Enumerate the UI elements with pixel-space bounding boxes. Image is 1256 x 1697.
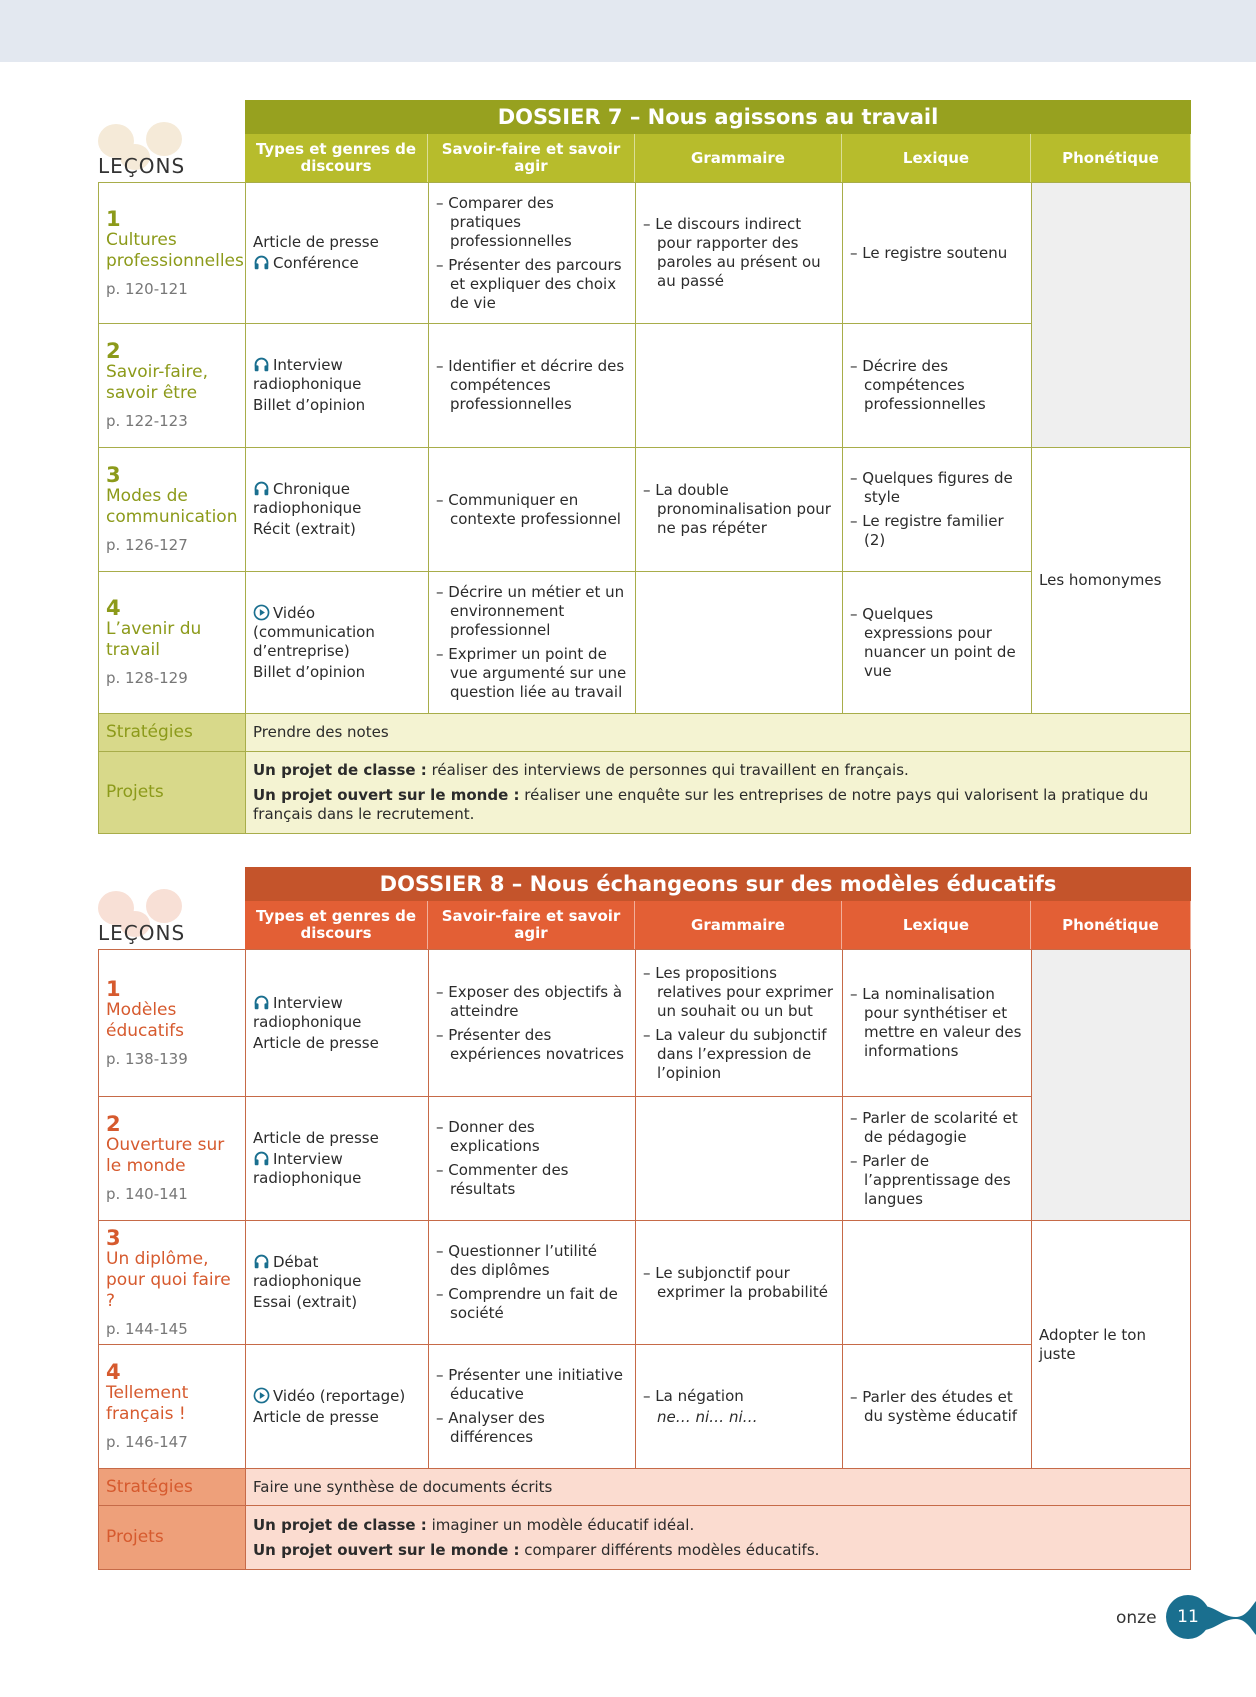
grammaire-item: – Le subjonctif pour exprimer la probabilité — [643, 1263, 828, 1301]
grammaire-item: ne… ni… ni… — [657, 1407, 758, 1426]
lexique-item: – Parler de scolarité et de pédagogie — [850, 1108, 1018, 1146]
lecons-label: LEÇONS — [98, 921, 186, 945]
lexique-item: – Décrire des compétences professionnelles — [850, 357, 986, 413]
lexique-cell — [842, 949, 1032, 1097]
discourse-type — [253, 994, 421, 1032]
discourse-type-text: Interview radiophonique — [253, 1150, 362, 1187]
savoir-item: – Comparer des pratiques professionnelles — [436, 193, 572, 250]
savoir-item: – Présenter des expériences novatrices — [436, 1025, 624, 1063]
column-header: Phonétique — [1031, 134, 1191, 182]
lesson-number: 1 — [106, 976, 121, 1001]
column-header: Savoir-faire et savoir agir — [428, 901, 635, 949]
lexique-cell — [842, 1344, 1032, 1469]
projets-label: Projets — [98, 751, 246, 834]
headphones-icon — [253, 1150, 270, 1167]
discourse-type-text: Débat radiophonique — [253, 1253, 362, 1290]
projets-label: Projets — [98, 1505, 246, 1570]
discourse-type — [253, 1034, 421, 1053]
savoir-cell — [428, 1344, 636, 1469]
discourse-type — [253, 1253, 421, 1291]
strategies-value — [245, 1468, 1191, 1506]
savoir-cell — [428, 949, 636, 1097]
discourse-type — [253, 480, 421, 518]
types-cell — [245, 571, 429, 714]
grammaire-cell — [635, 323, 843, 448]
dossier-title: DOSSIER 7 – Nous agissons au travail — [245, 100, 1191, 134]
lexique-item: – Le registre soutenu — [850, 243, 1008, 262]
types-cell — [245, 949, 429, 1097]
grammaire-cell — [635, 1096, 843, 1221]
lesson-name: Cultures professionnelles — [106, 229, 244, 271]
strategies-text: Faire une synthèse de documents écrits — [253, 1477, 553, 1496]
discourse-type-text: Article de presse — [253, 1129, 379, 1147]
lecons-label: LEÇONS — [98, 154, 186, 178]
lexique-cell — [842, 1220, 1032, 1345]
column-header: Grammaire — [635, 134, 842, 182]
page-number-word: onze — [1116, 1608, 1157, 1628]
top-band — [0, 0, 1256, 62]
lexique-item: – Parler des études et du système éducatif — [850, 1387, 1018, 1425]
play-video-icon — [253, 604, 270, 621]
projet-monde — [253, 1541, 1183, 1560]
headphones-icon — [253, 480, 270, 497]
lesson-cell — [98, 447, 246, 572]
lexique-item: – Quelques expressions pour nuancer un point de vue — [850, 604, 1016, 680]
discourse-type — [253, 520, 421, 539]
discourse-type-text: Article de presse — [253, 1033, 379, 1052]
lesson-cell — [98, 323, 246, 448]
projets-value — [245, 751, 1191, 834]
types-cell — [245, 1096, 429, 1221]
discourse-type-text: Billet d’opinion — [253, 662, 366, 681]
dossier-title: DOSSIER 8 – Nous échangeons sur des modèles éducatifs — [245, 867, 1191, 901]
grammaire-item: – La valeur du subjonctif dans l’expression de l’opinion — [643, 1025, 827, 1082]
lexique-cell — [842, 1096, 1032, 1221]
grammaire-cell — [635, 1344, 843, 1469]
types-cell — [245, 447, 429, 572]
discourse-type — [253, 254, 421, 273]
lesson-name: Ouverture sur le monde — [106, 1135, 225, 1176]
savoir-cell — [428, 323, 636, 448]
lesson-name: Un diplôme, pour quoi faire ? — [106, 1248, 231, 1311]
discourse-type — [253, 356, 421, 394]
lesson-pages: p. 126-127 — [106, 536, 188, 554]
lexique-item: – Quelques figures de style — [850, 469, 1013, 506]
discourse-type — [253, 1150, 421, 1188]
phonetique-text: Adopter le ton juste — [1039, 1325, 1146, 1363]
lesson-number: 2 — [106, 1112, 121, 1136]
lesson-pages: p. 144-145 — [106, 1319, 188, 1338]
lexique-cell — [842, 447, 1032, 572]
projet-classe-label: Un projet de classe : — [253, 1515, 427, 1534]
strategies-text: Prendre des notes — [253, 723, 389, 741]
discourse-type-text: Article de presse — [253, 233, 379, 251]
lesson-pages: p. 128-129 — [106, 669, 188, 687]
discourse-type — [253, 396, 421, 415]
discourse-type — [253, 604, 421, 661]
headphones-icon — [253, 356, 270, 373]
lexique-cell — [842, 323, 1032, 448]
savoir-item: – Exprimer un point de vue argumenté sur une question liée au travail — [436, 645, 627, 701]
savoir-cell — [428, 1220, 636, 1345]
lesson-name: Modes de communication — [106, 486, 238, 527]
savoir-item: – Présenter une initiative éducative — [436, 1366, 623, 1403]
grammaire-item: – Le discours indirect pour rapporter des paroles au présent ou au passé — [643, 215, 821, 290]
savoir-item: – Commenter des résultats — [436, 1161, 569, 1198]
lesson-cell — [98, 1220, 246, 1345]
column-header: Grammaire — [635, 901, 842, 949]
lesson-pages: p. 122-123 — [106, 412, 188, 430]
lesson-cell — [98, 571, 246, 714]
savoir-cell — [428, 447, 636, 572]
projet-classe-label: Un projet de classe : — [253, 761, 427, 779]
discourse-type-text: Essai (extrait) — [253, 1293, 358, 1311]
play-video-icon — [253, 1387, 270, 1404]
logo-blob-right — [146, 122, 182, 156]
strategies-label: Stratégies — [98, 1468, 246, 1506]
lesson-pages: p. 120-121 — [106, 279, 188, 298]
grammaire-item: – La négation — [643, 1386, 744, 1405]
discourse-type-text: Conférence — [273, 254, 359, 272]
phonetique-cell — [1031, 447, 1191, 714]
headphones-icon — [253, 254, 270, 271]
discourse-type-text: Interview radiophonique — [253, 993, 362, 1031]
phonetique-cell — [1031, 1220, 1191, 1469]
savoir-item: – Décrire un métier et un environnement professionnel — [436, 583, 625, 639]
savoir-item: – Communiquer en contexte professionnel — [436, 490, 621, 528]
lesson-number: 1 — [106, 206, 121, 231]
grammaire-cell — [635, 182, 843, 324]
lesson-number: 4 — [106, 1360, 121, 1384]
discourse-type — [253, 1129, 421, 1148]
discourse-type-text: Billet d’opinion — [253, 396, 366, 414]
discourse-type-text: Interview radiophonique — [253, 356, 362, 393]
lesson-number: 3 — [106, 1225, 121, 1250]
savoir-item: – Présenter des parcours et expliquer des choix de vie — [436, 255, 622, 312]
column-header: Phonétique — [1031, 901, 1191, 949]
lesson-name: Tellement français ! — [106, 1383, 189, 1424]
lesson-number: 4 — [106, 596, 121, 620]
savoir-item: – Donner des explications — [436, 1118, 540, 1155]
lesson-cell — [98, 1096, 246, 1221]
savoir-item: – Comprendre un fait de société — [436, 1285, 618, 1322]
savoir-item: – Analyser des différences — [436, 1409, 545, 1446]
savoir-cell — [428, 1096, 636, 1221]
projet-classe-text: imaginer un modèle éducatif idéal. — [431, 1515, 695, 1534]
column-header: Savoir-faire et savoir agir — [428, 134, 635, 182]
discourse-type — [253, 233, 421, 252]
savoir-item: – Questionner l’utilité des diplômes — [436, 1242, 597, 1279]
grammaire-cell — [635, 1220, 843, 1345]
savoir-cell — [428, 571, 636, 714]
lesson-number: 3 — [106, 463, 121, 487]
strategies-label: Stratégies — [98, 713, 246, 752]
lesson-pages: p. 146-147 — [106, 1433, 188, 1451]
lexique-cell — [842, 571, 1032, 714]
grammaire-cell — [635, 447, 843, 572]
column-header: Lexique — [842, 134, 1031, 182]
savoir-item: – Exposer des objectifs à atteindre — [436, 982, 623, 1020]
types-cell — [245, 323, 429, 448]
discourse-type — [253, 1408, 421, 1427]
page-number-badge: 11 — [1166, 1595, 1210, 1639]
lecons-logo — [98, 889, 245, 949]
lesson-cell — [98, 182, 246, 324]
lexique-item: – La nominalisation pour synthétiser et mettre en valeur des informations — [850, 985, 1022, 1060]
phonetique-text: Les homonymes — [1039, 571, 1162, 589]
strategies-value — [245, 713, 1191, 752]
phonetique-empty-cell — [1031, 949, 1191, 1221]
lesson-pages: p. 140-141 — [106, 1185, 188, 1203]
discourse-type-text: Article de presse — [253, 1407, 379, 1426]
grammaire-cell — [635, 949, 843, 1097]
phonetique-empty-cell — [1031, 182, 1191, 448]
types-cell — [245, 1220, 429, 1345]
discourse-type-text: Vidéo (reportage) — [273, 1386, 406, 1405]
projet-monde — [253, 786, 1183, 824]
lesson-name: L’avenir du travail — [106, 619, 202, 660]
projet-monde-text: réaliser une enquête sur les entreprises de notre pays qui valorisent la pratique du français dans le recrutement. — [253, 786, 1149, 823]
lesson-pages: p. 138-139 — [106, 1049, 188, 1068]
discourse-type — [253, 663, 421, 682]
projet-monde-label: Un projet ouvert sur le monde : — [253, 1540, 520, 1559]
savoir-item: – Identifier et décrire des compétences professionnelles — [436, 357, 625, 413]
discourse-type — [253, 1387, 421, 1406]
grammaire-item: – La double pronominalisation pour ne pas répéter — [643, 481, 831, 537]
lesson-cell — [98, 1344, 246, 1469]
types-cell — [245, 1344, 429, 1469]
projet-classe — [253, 761, 1183, 780]
discourse-type-text: Chronique radiophonique — [253, 480, 362, 517]
discourse-type-text: Récit (extrait) — [253, 520, 356, 538]
projets-value — [245, 1505, 1191, 1570]
column-header: Types et genres de discours — [245, 901, 428, 949]
grammaire-item: – Les propositions relatives pour exprimer un souhait ou un but — [643, 963, 834, 1020]
lexique-cell — [842, 182, 1032, 324]
headphones-icon — [253, 994, 270, 1011]
grammaire-cell — [635, 571, 843, 714]
projet-classe-text: réaliser des interviews de personnes qui travaillent en français. — [431, 761, 909, 779]
logo-blob-right — [146, 889, 182, 923]
lesson-name: Savoir-faire, savoir être — [106, 362, 209, 403]
projet-monde-text: comparer différents modèles éducatifs. — [524, 1540, 820, 1559]
discourse-type — [253, 1293, 421, 1312]
discourse-type-text: Vidéo (communication d’entreprise) — [253, 603, 375, 660]
lesson-name: Modèles éducatifs — [106, 999, 185, 1041]
projet-monde-label: Un projet ouvert sur le monde : — [253, 786, 520, 804]
column-header: Lexique — [842, 901, 1031, 949]
lexique-item: – Le registre familier (2) — [850, 512, 1004, 549]
types-cell — [245, 182, 429, 324]
headphones-icon — [253, 1253, 270, 1270]
projet-classe — [253, 1516, 1183, 1535]
lesson-cell — [98, 949, 246, 1097]
lexique-item: – Parler de l’apprentissage des langues — [850, 1151, 1011, 1208]
column-header: Types et genres de discours — [245, 134, 428, 182]
lesson-number: 2 — [106, 339, 121, 363]
lecons-logo — [98, 122, 245, 182]
savoir-cell — [428, 182, 636, 324]
